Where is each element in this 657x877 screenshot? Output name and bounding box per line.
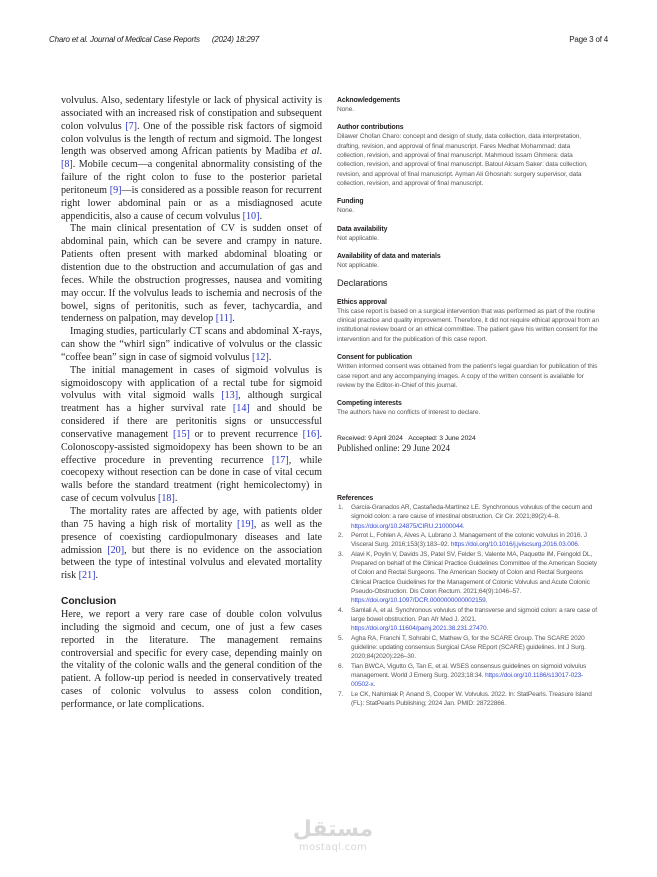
consent-heading: Consent for publication	[337, 354, 413, 362]
conclusion-text: Here, we report a very rare case of double colon volvulus including the sigmoid and cecum, one of just a few cases reported in the literature. The management remains controversial and specific for every case, depending mainly on the vitality of the colonic walls and the general condition of the patient. A follow-up period is needed in conservatively treated cases of colonic volvulus to assess colon condition, performance, or late complications.	[61, 609, 322, 710]
paragraph-text: .	[232, 313, 235, 325]
citation-link[interactable]: [8]	[61, 159, 73, 171]
citation-link[interactable]: [17]	[271, 454, 289, 466]
doi-link[interactable]: https://doi.org/10.11604/pamj.2021.38.231.27470.	[351, 625, 489, 633]
left-column	[61, 95, 322, 712]
conclusion-heading: Conclusion	[61, 596, 117, 608]
ethics-heading: Ethics approval	[337, 298, 387, 306]
citation-link[interactable]: [19]	[237, 518, 254, 530]
body-paragraph	[61, 365, 322, 506]
reference-list	[337, 503, 599, 709]
funding-text: None.	[337, 207, 354, 215]
citation-link[interactable]: [9]	[109, 184, 122, 196]
paragraph-text: , while coecopexy without resection can be done in case of vital cecum walls before the standard treatment (right hemicolectomy) in case of cecum volvulus	[61, 454, 322, 505]
year-volume: (2024) 18:297	[211, 35, 260, 44]
reference-text: García-Granados AR, Castañeda-Martínez LE. Synchronous volvulus of the cecum and sigmoid colon: a rare cause of intestinal obstruction. Cir Cir. 2021;89(2):4–8.	[351, 503, 593, 521]
received-accepted-dates	[337, 434, 599, 443]
header-citation	[49, 35, 259, 44]
paragraph-text: . Mobile cecum—a congenital abnormality consisting of the failure of the right colon to fuse to the posterior parietal peritoneum	[61, 159, 322, 196]
author-contributions-heading: Author contributions	[337, 124, 404, 132]
author-contributions-text: Dilawer Chofan Charo: concept and design of study, data collection, data interpretation, drafting, revision, and approval of final manuscript. Fares Medhat Mohammad: data collection, revision, and approval of final manuscript. Mahmoud Issam Ghmera: data collection, revision, and approval of final manuscript. Batoul Aksam Saker: data collection, revision, and approval of final manuscript. Ayman Ali Ghosnah: surgery supervisor, data collection, revision, and approval of final manuscript.	[337, 133, 588, 188]
doi-link[interactable]: https://doi.org/10.24875/CIRU.21000044.	[351, 522, 465, 530]
reference-text: Agha RA, Franchi T, Sohrabi C, Mathew G, for the SCARE Group. The SCARE 2020 guideline: updating consensus Surgical CAse REport (SCARE) guidelines. Int J Surg. 2020;84(2020):226–30.	[351, 634, 586, 661]
funding-heading: Funding	[337, 198, 364, 206]
competing-interests-text: The authors have no conflicts of interest to declare.	[337, 409, 481, 417]
citation-link[interactable]: [21]	[78, 570, 96, 582]
citation-link[interactable]: [16]	[302, 428, 320, 440]
reference-item	[337, 606, 599, 634]
paragraph-text: Imaging studies, particularly CT scans and abdominal X-rays, can show the “whirl sign” indicative of volvulus or the classic “coffee bean” sign in case of sigmoid volvulus	[61, 326, 322, 363]
citation-link[interactable]: [11]	[215, 313, 233, 325]
paragraph-text: et al	[300, 146, 320, 158]
citation-link[interactable]: [15]	[173, 428, 190, 440]
paragraph-text: .	[259, 210, 262, 222]
reference-text: Alavi K, Poylin V, Davids JS, Patel SV, Felder S, Valente MA, Paquette IM, Feingold DL, Prepared on behalf of the Clinical Practice Guidelines Committee of the American Society of Colon and Rectal Surgeons. The American Society of Colon and Rectal Surgeons Clinical Practice Guidelines for the Management of Colonic Volvulus and Acute Colonic Pseudo-Obstruction. Dis Colon Rectum. 2021;64(9):1046–57.	[351, 550, 597, 595]
doi-link[interactable]: https://doi.org/10.1016/j.jviscsurg.2016.03.006.	[450, 541, 580, 549]
reference-text: Le CK, Nahimiak P, Anand S, Cooper W. Volvulus. 2022. In: StatPearls. Treasure Island (FL): StatPearls Publishing; 2024 Jan. PMID: 28722866.	[351, 690, 592, 708]
citation-link[interactable]: [7]	[125, 120, 138, 132]
body-paragraph	[61, 506, 322, 583]
competing-interests-heading: Competing interests	[337, 400, 402, 408]
reference-number: 2.	[338, 531, 344, 539]
journal-name: Charo et al. Journal of Medical Case Reports	[49, 35, 200, 44]
paragraph-text: . One of the possible risk factors of sigmoid colon volvulus is the length of rectum and sigmoid. The longest length was observed among African patients by Madiba	[61, 120, 322, 158]
materials-availability-text: Not applicable.	[337, 262, 379, 270]
paragraph-text: .	[95, 570, 99, 582]
doi-link[interactable]: https://doi.org/10.1186/s13017-023-00502-x.	[351, 672, 584, 689]
paragraph-text: The initial management in cases of sigmoid volvulus is sigmoidoscopy with application of a rectal tube for sigmoid volvulus with vital sigmoid walls	[61, 364, 322, 402]
reference-item	[337, 503, 599, 531]
body-paragraphs	[61, 95, 322, 583]
body-paragraph	[61, 326, 322, 365]
paragraph-text: , as well as the presence of coexisting cardiopulmonary diseases and late admission	[61, 518, 322, 556]
paragraph-text: .	[268, 351, 272, 363]
citation-link[interactable]: [10]	[242, 210, 260, 222]
citation-link[interactable]: [20]	[107, 544, 125, 556]
paragraph-text: The mortality rates are affected by age, with patients older than 75 having a high risk of mortality	[61, 506, 322, 530]
citation-link[interactable]: [14]	[232, 403, 250, 415]
reference-item	[337, 634, 599, 662]
data-availability-text: Not applicable.	[337, 234, 379, 242]
paragraph-text: —is considered as a possible reason for recurrent right lower abdominal pain or as a misdiagnosed acute appendicitis, also a cause of cecum volvulus	[61, 184, 322, 222]
ethics-text: This case report is based on a surgical intervention that was performed as part of the routine clinical practice and quality improvement. Therefore, it did not require ethical approval from an institutional review board or an ethical committee. The patient gave his written consent for the intervention and for the publication of this case report.	[337, 307, 600, 343]
received-date: Received: 9 April 2024	[337, 434, 403, 442]
data-availability-heading: Data availability	[337, 225, 388, 233]
reference-item	[337, 531, 599, 550]
paragraph-text: and should be considered if there are peritonitis signs or unsuccessful conservative management	[61, 403, 322, 440]
acknowledgements-heading: Acknowledgements	[337, 97, 401, 104]
paragraph-text: .	[319, 146, 322, 158]
running-header	[49, 35, 608, 47]
reference-number: 6.	[338, 662, 344, 670]
page-number: Page 3 of 4	[569, 35, 608, 44]
body-paragraph	[61, 223, 322, 326]
citation-link[interactable]: [12]	[251, 351, 269, 363]
consent-text: Written informed consent was obtained from the patient’s legal guardian for publication of this case report and any accompanying images. A copy of the written consent is available for review by the Editor-in-Chief of this journal.	[337, 363, 598, 389]
references-heading: References	[337, 494, 374, 502]
citation-link[interactable]: [13]	[221, 390, 239, 402]
reference-number: 3.	[338, 550, 344, 558]
paragraph-text: volvulus. Also, sedentary lifestyle or lack of physical activity is associated with an increased risk of constipation and subsequent colon volvulus	[61, 95, 322, 132]
paragraph-text: .	[174, 493, 178, 505]
paragraph-text: . Colonoscopy-assisted sigmoidopexy has been shown to be an effective procedure in preventing recurrence	[61, 428, 322, 466]
reference-number: 4.	[338, 606, 344, 614]
citation-link[interactable]: [18]	[157, 493, 175, 505]
reference-text: Tian BWCA, Vigutto G, Tan E, et al. WSES consensus guidelines on sigmoid volvulus management. World J Emerg Surg. 2023;18:34.	[351, 662, 587, 680]
reference-text: Samlali A, et al. Synchronous volvulus of the transverse and sigmoid colon: a rare case of large bowel obstruction. Pan Afr Med J. 2021.	[351, 606, 597, 623]
reference-item	[337, 662, 599, 690]
reference-number: 1.	[338, 503, 344, 511]
paragraph-text: , but there is no evidence on the association between the type of intestinal volvulus and elevated mortality risk	[61, 544, 322, 582]
acknowledgements-text: None.	[337, 106, 354, 113]
reference-number: 7.	[338, 690, 344, 698]
materials-availability-heading: Availability of data and materials	[337, 253, 441, 261]
watermark-latin: mostaql.com	[298, 842, 368, 853]
accepted-date: Accepted: 3 June 2024	[408, 434, 476, 442]
watermark-arabic: مستقل	[292, 817, 374, 842]
reference-text: Perrot L, Fohlen A, Alves A, Lubrano J. Management of the colonic volvulus in 2016. J Visceral Surg. 2016;153(3):183–92.	[351, 531, 587, 549]
doi-link[interactable]: https://doi.org/10.1097/DCR.0000000000002159.	[351, 597, 488, 605]
right-column	[337, 96, 599, 708]
reference-item	[337, 690, 599, 709]
paragraph-text: or to prevent recurrence	[189, 428, 303, 440]
reference-number: 5.	[338, 634, 344, 642]
watermark	[288, 818, 378, 854]
paragraph-text: , although surgical treatment has a higher survival rate	[61, 390, 322, 415]
paragraph-text: The main clinical presentation of CV is sudden onset of abdominal pain, which can be severe and crampy in nature. Patients often present with marked abdominal bloating or distention due to the obstruction and accumulation of gas and feces. While the obstruction progresses, nausea and vomiting may occur. If the volvulus leads to ischemia and necrosis of the bowel, signs of peritonitis, such as fever, tachycardia, and tenderness on palpation, may develop	[61, 223, 322, 325]
body-paragraph	[61, 95, 322, 223]
published-date: Published online: 29 June 2024	[337, 442, 450, 453]
declarations-heading: Declarations	[337, 278, 388, 289]
reference-item	[337, 550, 599, 606]
